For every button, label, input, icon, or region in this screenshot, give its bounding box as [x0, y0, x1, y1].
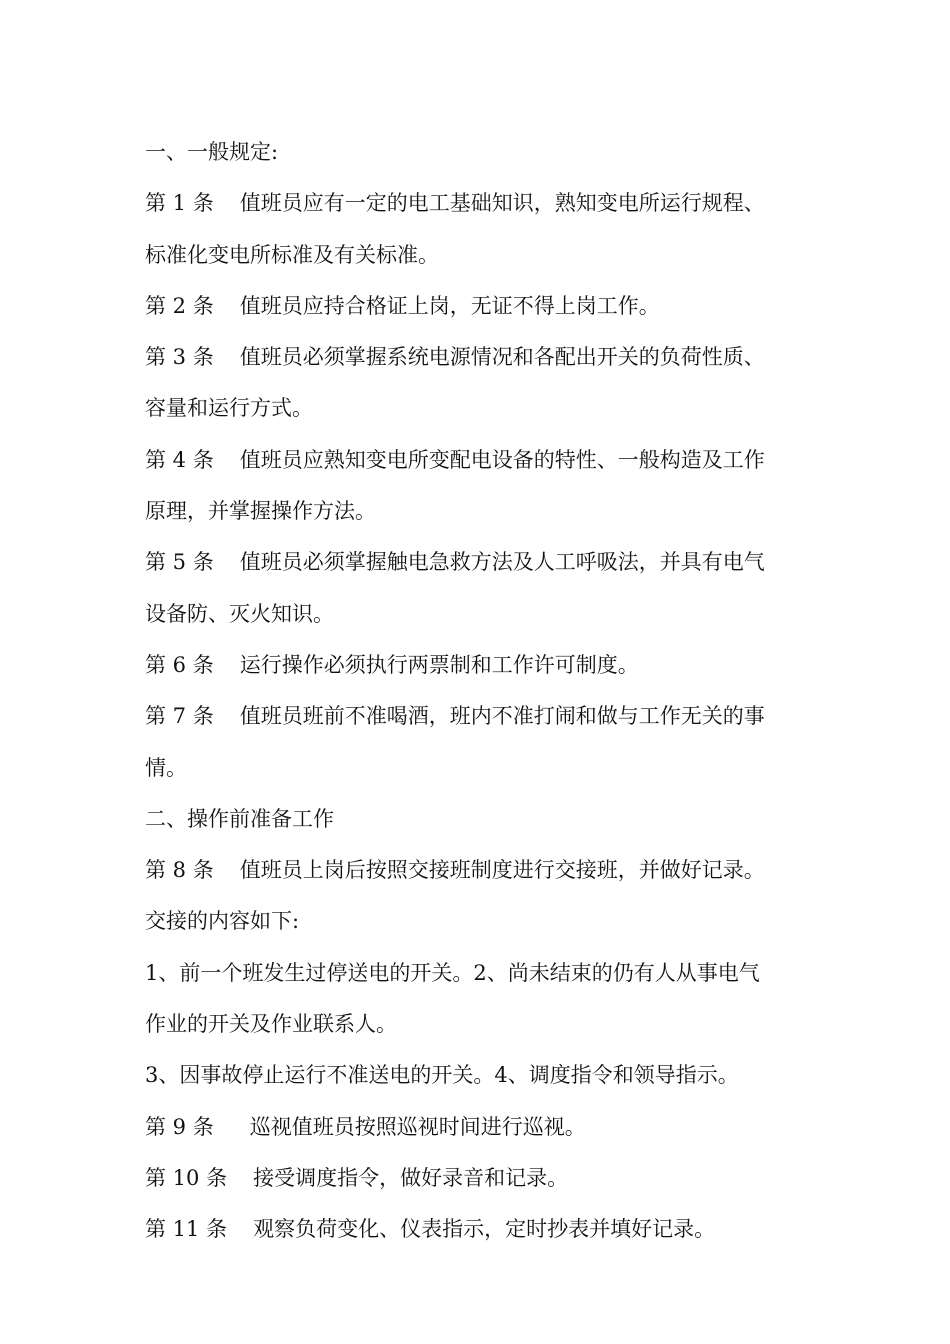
- section-heading-text: 一、一般规定:: [145, 140, 279, 164]
- article-text: 值班员上岗后按照交接班制度进行交接班，并做好记录。: [239, 858, 765, 883]
- paragraph-text: 3、因事故停止运行不准送电的开关。4、调度指令和领导指示。: [145, 1063, 739, 1088]
- article-1-continuation: [145, 233, 815, 284]
- article-3: [145, 335, 815, 386]
- article-11: [145, 1207, 815, 1258]
- article-4-continuation: [145, 489, 815, 540]
- article-3-continuation: [145, 386, 815, 437]
- article-5-continuation: [145, 592, 815, 643]
- handover-item-line: [145, 1053, 815, 1104]
- article-number: 第 1 条: [145, 191, 214, 216]
- article-number: 第 3 条: [145, 345, 214, 370]
- article-text: 运行操作必须执行两票制和工作许可制度。: [239, 652, 639, 677]
- article-text: 设备防、灭火知识。: [145, 601, 334, 626]
- article-number: 第 9 条: [145, 1114, 214, 1139]
- section-heading-preparation: [145, 797, 815, 848]
- article-text: 值班员应持合格证上岗，无证不得上岗工作。: [239, 293, 660, 318]
- handover-intro: [145, 899, 815, 950]
- article-text: 情。: [145, 755, 187, 780]
- article-text: 巡视值班员按照巡视时间进行巡视。: [249, 1114, 586, 1139]
- section-heading-text: 二、操作前准备工作: [145, 806, 334, 831]
- article-4: [145, 438, 815, 489]
- handover-item-line: [145, 1002, 815, 1053]
- article-text: 标准化变电所标准及有关标准。: [145, 242, 439, 267]
- article-7-continuation: [145, 746, 815, 797]
- article-text: 值班员应有一定的电工基础知识，熟知变电所运行规程、: [239, 191, 765, 216]
- article-text: 接受调度指令，做好录音和记录。: [253, 1165, 569, 1190]
- article-number: 第 2 条: [145, 293, 214, 318]
- article-8: [145, 848, 815, 899]
- section-heading-general: [145, 130, 815, 181]
- article-text: 值班员必须掌握触电急救方法及人工呼吸法，并具有电气: [239, 550, 765, 575]
- article-10: [145, 1156, 815, 1207]
- article-text: 原理，并掌握操作方法。: [145, 499, 376, 524]
- article-2: [145, 284, 815, 335]
- article-number: 第 10 条: [145, 1165, 228, 1190]
- paragraph-text: 作业的开关及作业联系人。: [145, 1012, 397, 1037]
- article-1: [145, 181, 815, 232]
- article-number: 第 6 条: [145, 652, 214, 677]
- article-text: 值班员应熟知变电所变配电设备的特性、一般构造及工作: [239, 447, 765, 472]
- article-number: 第 7 条: [145, 704, 214, 729]
- article-number: 第 8 条: [145, 858, 214, 883]
- article-text: 容量和运行方式。: [145, 396, 313, 421]
- article-text: 值班员必须掌握系统电源情况和各配出开关的负荷性质、: [239, 345, 765, 370]
- article-5: [145, 540, 815, 591]
- article-text: 观察负荷变化、仪表指示，定时抄表并填好记录。: [253, 1217, 716, 1242]
- article-7: [145, 694, 815, 745]
- paragraph-text: 1、前一个班发生过停送电的开关。2、尚未结束的仍有人从事电气: [145, 960, 760, 985]
- document-body: [145, 130, 815, 1259]
- handover-item-line: [145, 951, 815, 1002]
- article-number: 第 4 条: [145, 447, 214, 472]
- article-number: 第 5 条: [145, 550, 214, 575]
- paragraph-text: 交接的内容如下:: [145, 909, 300, 934]
- article-9: [145, 1105, 815, 1156]
- article-number: 第 11 条: [145, 1217, 228, 1242]
- article-6: [145, 643, 815, 694]
- article-text: 值班员班前不准喝酒，班内不准打闹和做与工作无关的事: [239, 704, 765, 729]
